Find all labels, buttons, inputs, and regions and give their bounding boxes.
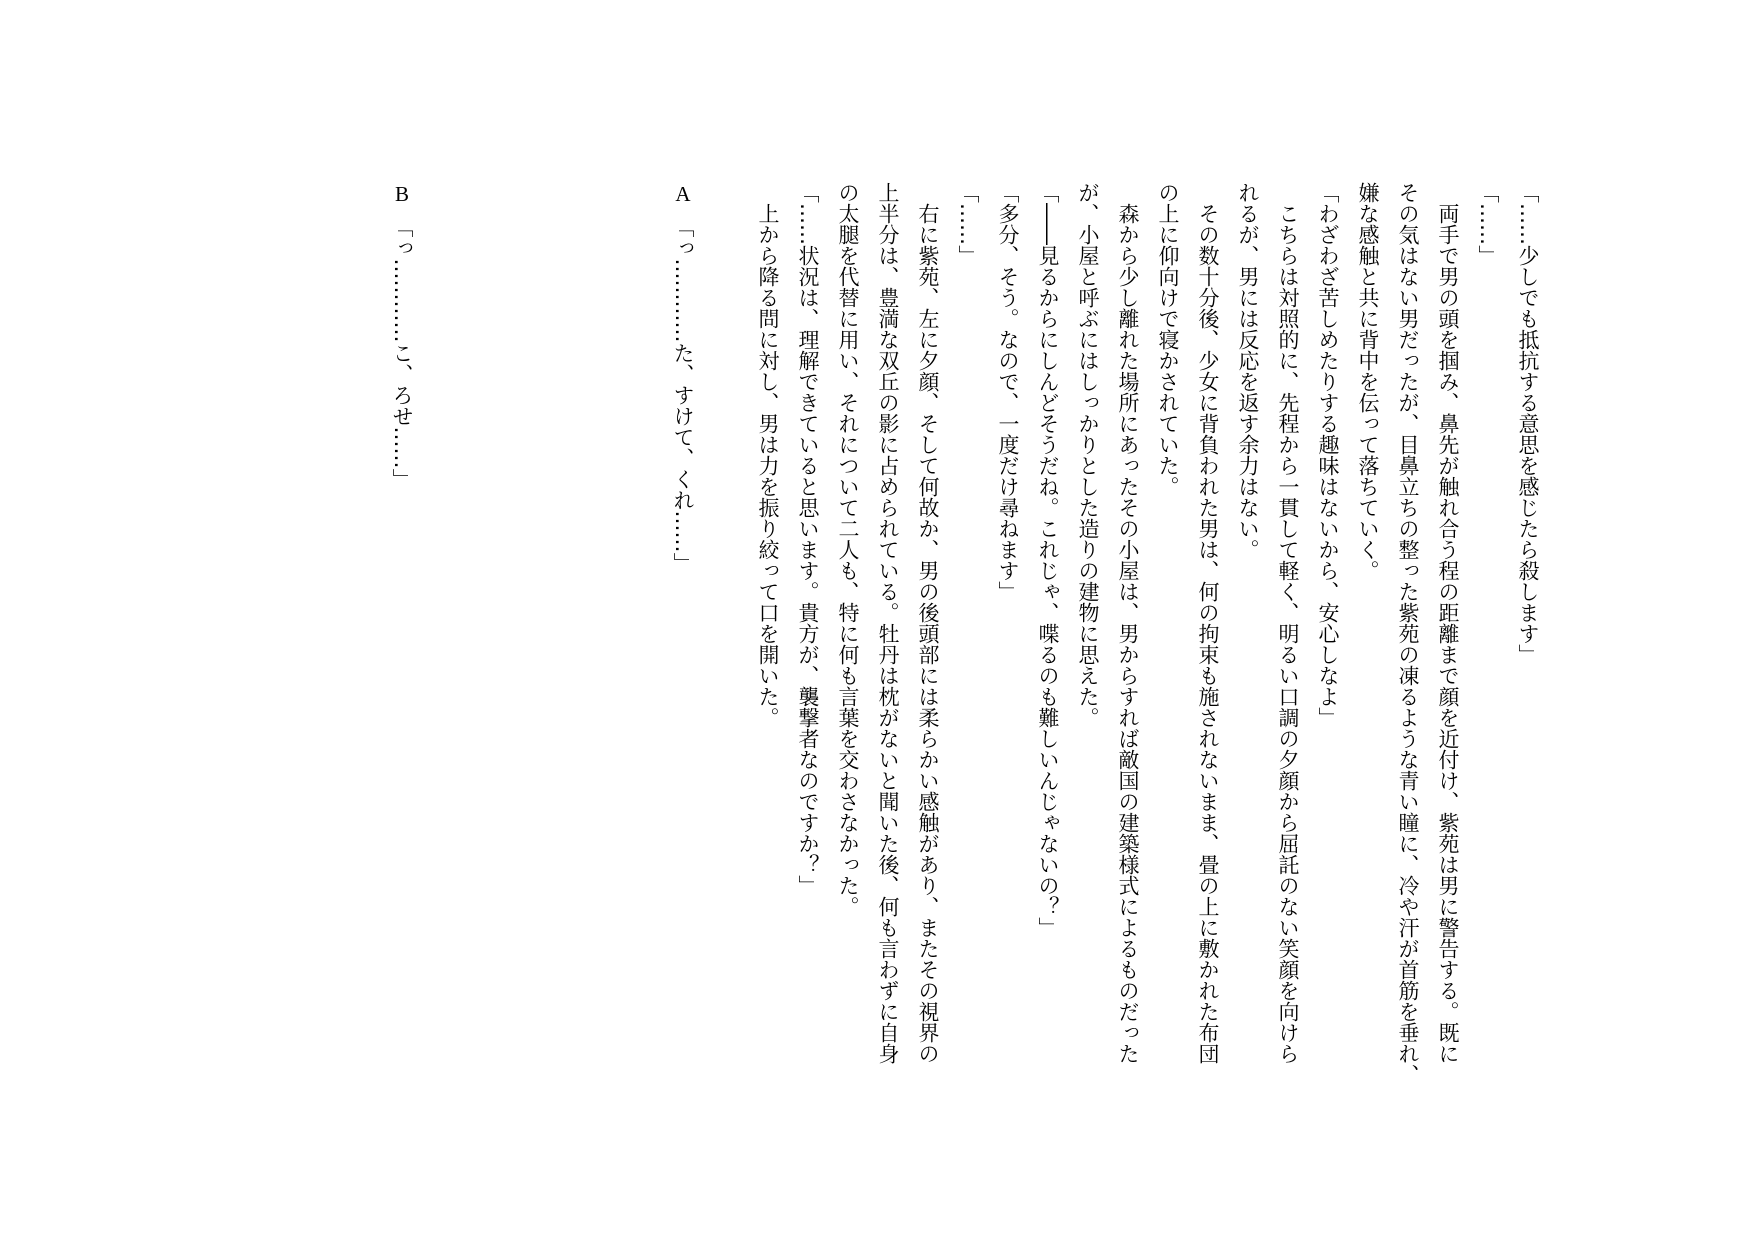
- text-column: 両手で男の頭を掴み、鼻先が触れ合う程の距離まで顔を近付け、紫苑は男に警告する。既に: [1436, 182, 1460, 1064]
- text-column: 上から降る問に対し、男は力を振り絞って口を開いた。: [756, 182, 780, 728]
- text-column: 上半分は、豊満な双丘の影に占められている。牡丹は枕がないと聞いた後、何も言わずに自身: [876, 182, 900, 1064]
- text-column: 「……」: [1476, 182, 1500, 266]
- spacer: [390, 206, 414, 227]
- text-column: 「――見るからにしんどそうだね。これじゃ、喋るのも難しいんじゃないの？」: [1036, 182, 1060, 938]
- choice-label: B: [390, 182, 414, 206]
- text-column: 右に紫苑、左に夕顔、そして何故か、男の後頭部には柔らかい感触があり、またその視界の: [916, 182, 940, 1064]
- text-column: 「多分、そう。なので、一度だけ尋ねます」: [996, 182, 1020, 602]
- text-column: 「……少しでも抵抗する意思を感じたら殺します」: [1516, 182, 1540, 665]
- text-column: れるが、男には反応を返す余力はない。: [1236, 182, 1260, 560]
- text-column: こちらは対照的に、先程から一貫して軽く、明るい口調の夕顔から屈託のない笑顔を向けら: [1276, 182, 1300, 1064]
- text-column: 嫌な感触と共に背中を伝って落ちていく。: [1356, 182, 1380, 581]
- choice-text: 「っ…………こ、ろせ……」: [390, 227, 414, 490]
- text-column: の太腿を代替に用い、それについて二人も、特に何も言葉を交わさなかった。: [836, 182, 860, 917]
- text-column: 「……状況は、理解できていると思います。貴方が、襲撃者なのですか？」: [796, 182, 820, 896]
- choice-text: 「っ…………た、すけて、くれ……」: [671, 227, 695, 574]
- choice-label: A: [671, 182, 695, 206]
- text-column: 「……」: [956, 182, 980, 266]
- text-column: 森から少し離れた場所にあったその小屋は、男からすれば敵国の建築様式によるものだった: [1116, 182, 1140, 1064]
- text-column: 「わざわざ苦しめたりする趣味はないから、安心しなよ」: [1316, 182, 1340, 728]
- choice-option-a: [671, 182, 695, 1102]
- text-column: の上に仰向けで寝かされていた。: [1156, 182, 1180, 497]
- text-column: その気はない男だったが、目鼻立ちの整った紫苑の凍るような青い瞳に、冷や汗が首筋を垂れ、: [1396, 182, 1420, 1085]
- text-column: が、小屋と呼ぶにはしっかりとした造りの建物に思えた。: [1076, 182, 1100, 728]
- choice-option-b: [390, 182, 414, 1102]
- text-column: その数十分後、少女に背負われた男は、何の拘束も施されないまま、畳の上に敷かれた布団: [1196, 182, 1220, 1064]
- spacer: [671, 206, 695, 227]
